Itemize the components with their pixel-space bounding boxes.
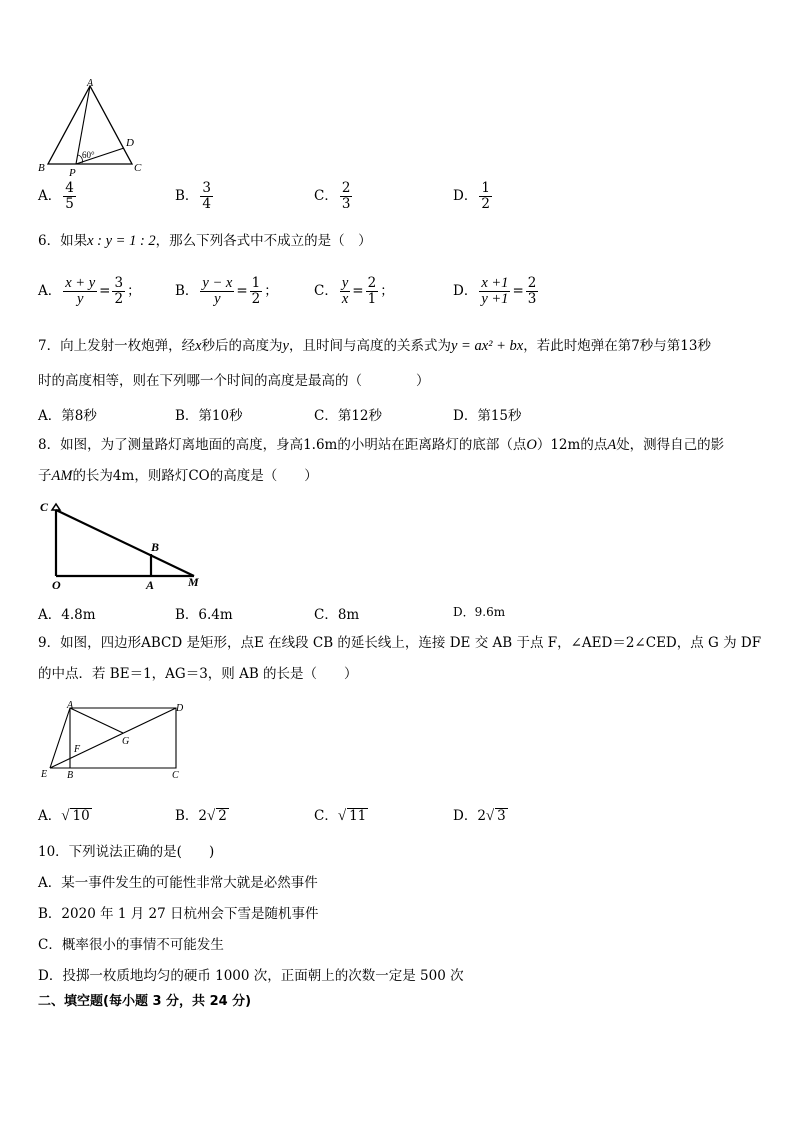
q8-option-b: B．6.4m	[175, 607, 233, 623]
q8-option-a: A．4.8m	[38, 607, 96, 623]
q9-option-a: A．√ 10	[38, 808, 90, 824]
q6-option-b: B． $\frac{y - x}{y}$ = $\frac{1}{2}$ ；	[175, 275, 278, 307]
q6-stem: 6．如果x : y = 1 : 2，那么下列各式中不成立的是（ ）	[38, 233, 372, 249]
q5-option-d-letter: D．	[453, 188, 478, 204]
q5-label-B: B	[38, 162, 45, 174]
q5-option-b-letter: B．	[175, 188, 199, 204]
q8-label-B: B	[151, 540, 160, 554]
section-2-heading: 二、填空题(每小题 3 分，共 24 分)	[38, 994, 252, 1009]
q6-option-d: D． $\frac{x +1}{y +1}$ = $\frac{2}{3}$	[453, 275, 537, 307]
q5-option-c	[314, 181, 354, 212]
q9-rectangle-figure	[36, 698, 196, 784]
q8-label-O: O	[52, 578, 61, 592]
q5-option-d-fraction: $\frac{1}{2}$	[481, 180, 490, 212]
q10-option-c: C．概率很小的事情不可能发生	[38, 937, 224, 953]
q5-option-d	[453, 181, 494, 212]
q8-stem-line1: 8．如图，为了测量路灯离地面的高度，身高1.6m的小明站在距离路灯的底部（点O）12m的点A处，测得自己的影	[38, 437, 725, 453]
q7-option-a: A．第8秒	[38, 408, 97, 424]
q9-option-b: B．2√ 2	[175, 808, 227, 824]
q5-triangle-figure	[36, 78, 156, 178]
q5-label-D: D	[126, 137, 134, 149]
q5-option-b	[175, 181, 215, 212]
q10-option-b: B．2020 年 1 月 27 日杭州会下雪是随机事件	[38, 906, 319, 922]
q9-label-F: F	[74, 744, 81, 755]
q6-option-c: C． $\frac{y}{x}$ = $\frac{2}{1}$ ；	[314, 275, 394, 307]
q7-option-d: D．第15秒	[453, 408, 522, 424]
q9-label-E: E	[41, 769, 48, 780]
q9-label-G: G	[122, 736, 130, 747]
q9-label-B: B	[67, 770, 74, 781]
q6-option-a: A． $\frac{x + y}{y}$ = $\frac{3}{2}$ ；	[38, 275, 141, 307]
q5-option-a-fraction: $\frac{4}{5}$	[65, 180, 74, 212]
q5-option-c-letter: C．	[314, 188, 338, 204]
q8-stem-line2: 子AM的长为4m，则路灯CO的高度是（ ）	[38, 468, 318, 484]
q10-option-a: A．某一事件发生的可能性非常大就是必然事件	[38, 875, 318, 891]
q8-label-M: M	[188, 575, 199, 589]
q8-label-C: C	[40, 500, 49, 514]
q7-option-c: C．第12秒	[314, 408, 383, 424]
q5-label-P: P	[69, 167, 76, 178]
q8-label-A: A	[146, 578, 155, 592]
q8-option-d: D．9.6m	[453, 605, 506, 619]
q5-option-c-fraction: $\frac{2}{3}$	[341, 180, 351, 212]
q7-stem-line2: 时的高度相等，则在下列哪一个时间的高度是最高的（ ）	[38, 373, 430, 389]
q9-option-c: C．√ 11	[314, 808, 367, 824]
q5-angle-label: 60°	[82, 150, 95, 160]
q8-option-c: C．8m	[314, 607, 360, 623]
q7-option-b: B．第10秒	[175, 408, 243, 424]
q8-lamp-figure	[36, 496, 211, 592]
q5-label-C: C	[134, 162, 142, 174]
q7-stem-line1: 7．向上发射一枚炮弹，经x秒后的高度为y，且时间与高度的关系式为y = ax² + bx，若此时炮弹在第7秒与第13秒	[38, 338, 711, 354]
q10-stem: 10．下列说法正确的是( )	[38, 844, 215, 860]
q5-option-b-fraction: $\frac{3}{4}$	[202, 180, 212, 212]
q9-label-D: D	[176, 703, 184, 714]
q9-label-C: C	[172, 770, 179, 781]
q9-stem-line1: 9．如图，四边形ABCD 是矩形，点E 在线段 CB 的延长线上，连接 DE 交 AB 于点 F，∠AED＝2∠CED，点 G 为 DF	[38, 635, 762, 651]
q10-option-d: D．投掷一枚质地均匀的硬币 1000 次，正面朝上的次数一定是 500 次	[38, 968, 464, 984]
q5-label-A: A	[87, 78, 94, 89]
q9-option-d: D．2√ 3	[453, 808, 506, 824]
q9-stem-line2: 的中点．若 BE＝1，AG＝3，则 AB 的长是（ ）	[38, 666, 358, 682]
q5-option-a	[38, 181, 78, 212]
q9-label-A: A	[67, 700, 74, 711]
q5-option-a-letter: A．	[38, 188, 62, 204]
